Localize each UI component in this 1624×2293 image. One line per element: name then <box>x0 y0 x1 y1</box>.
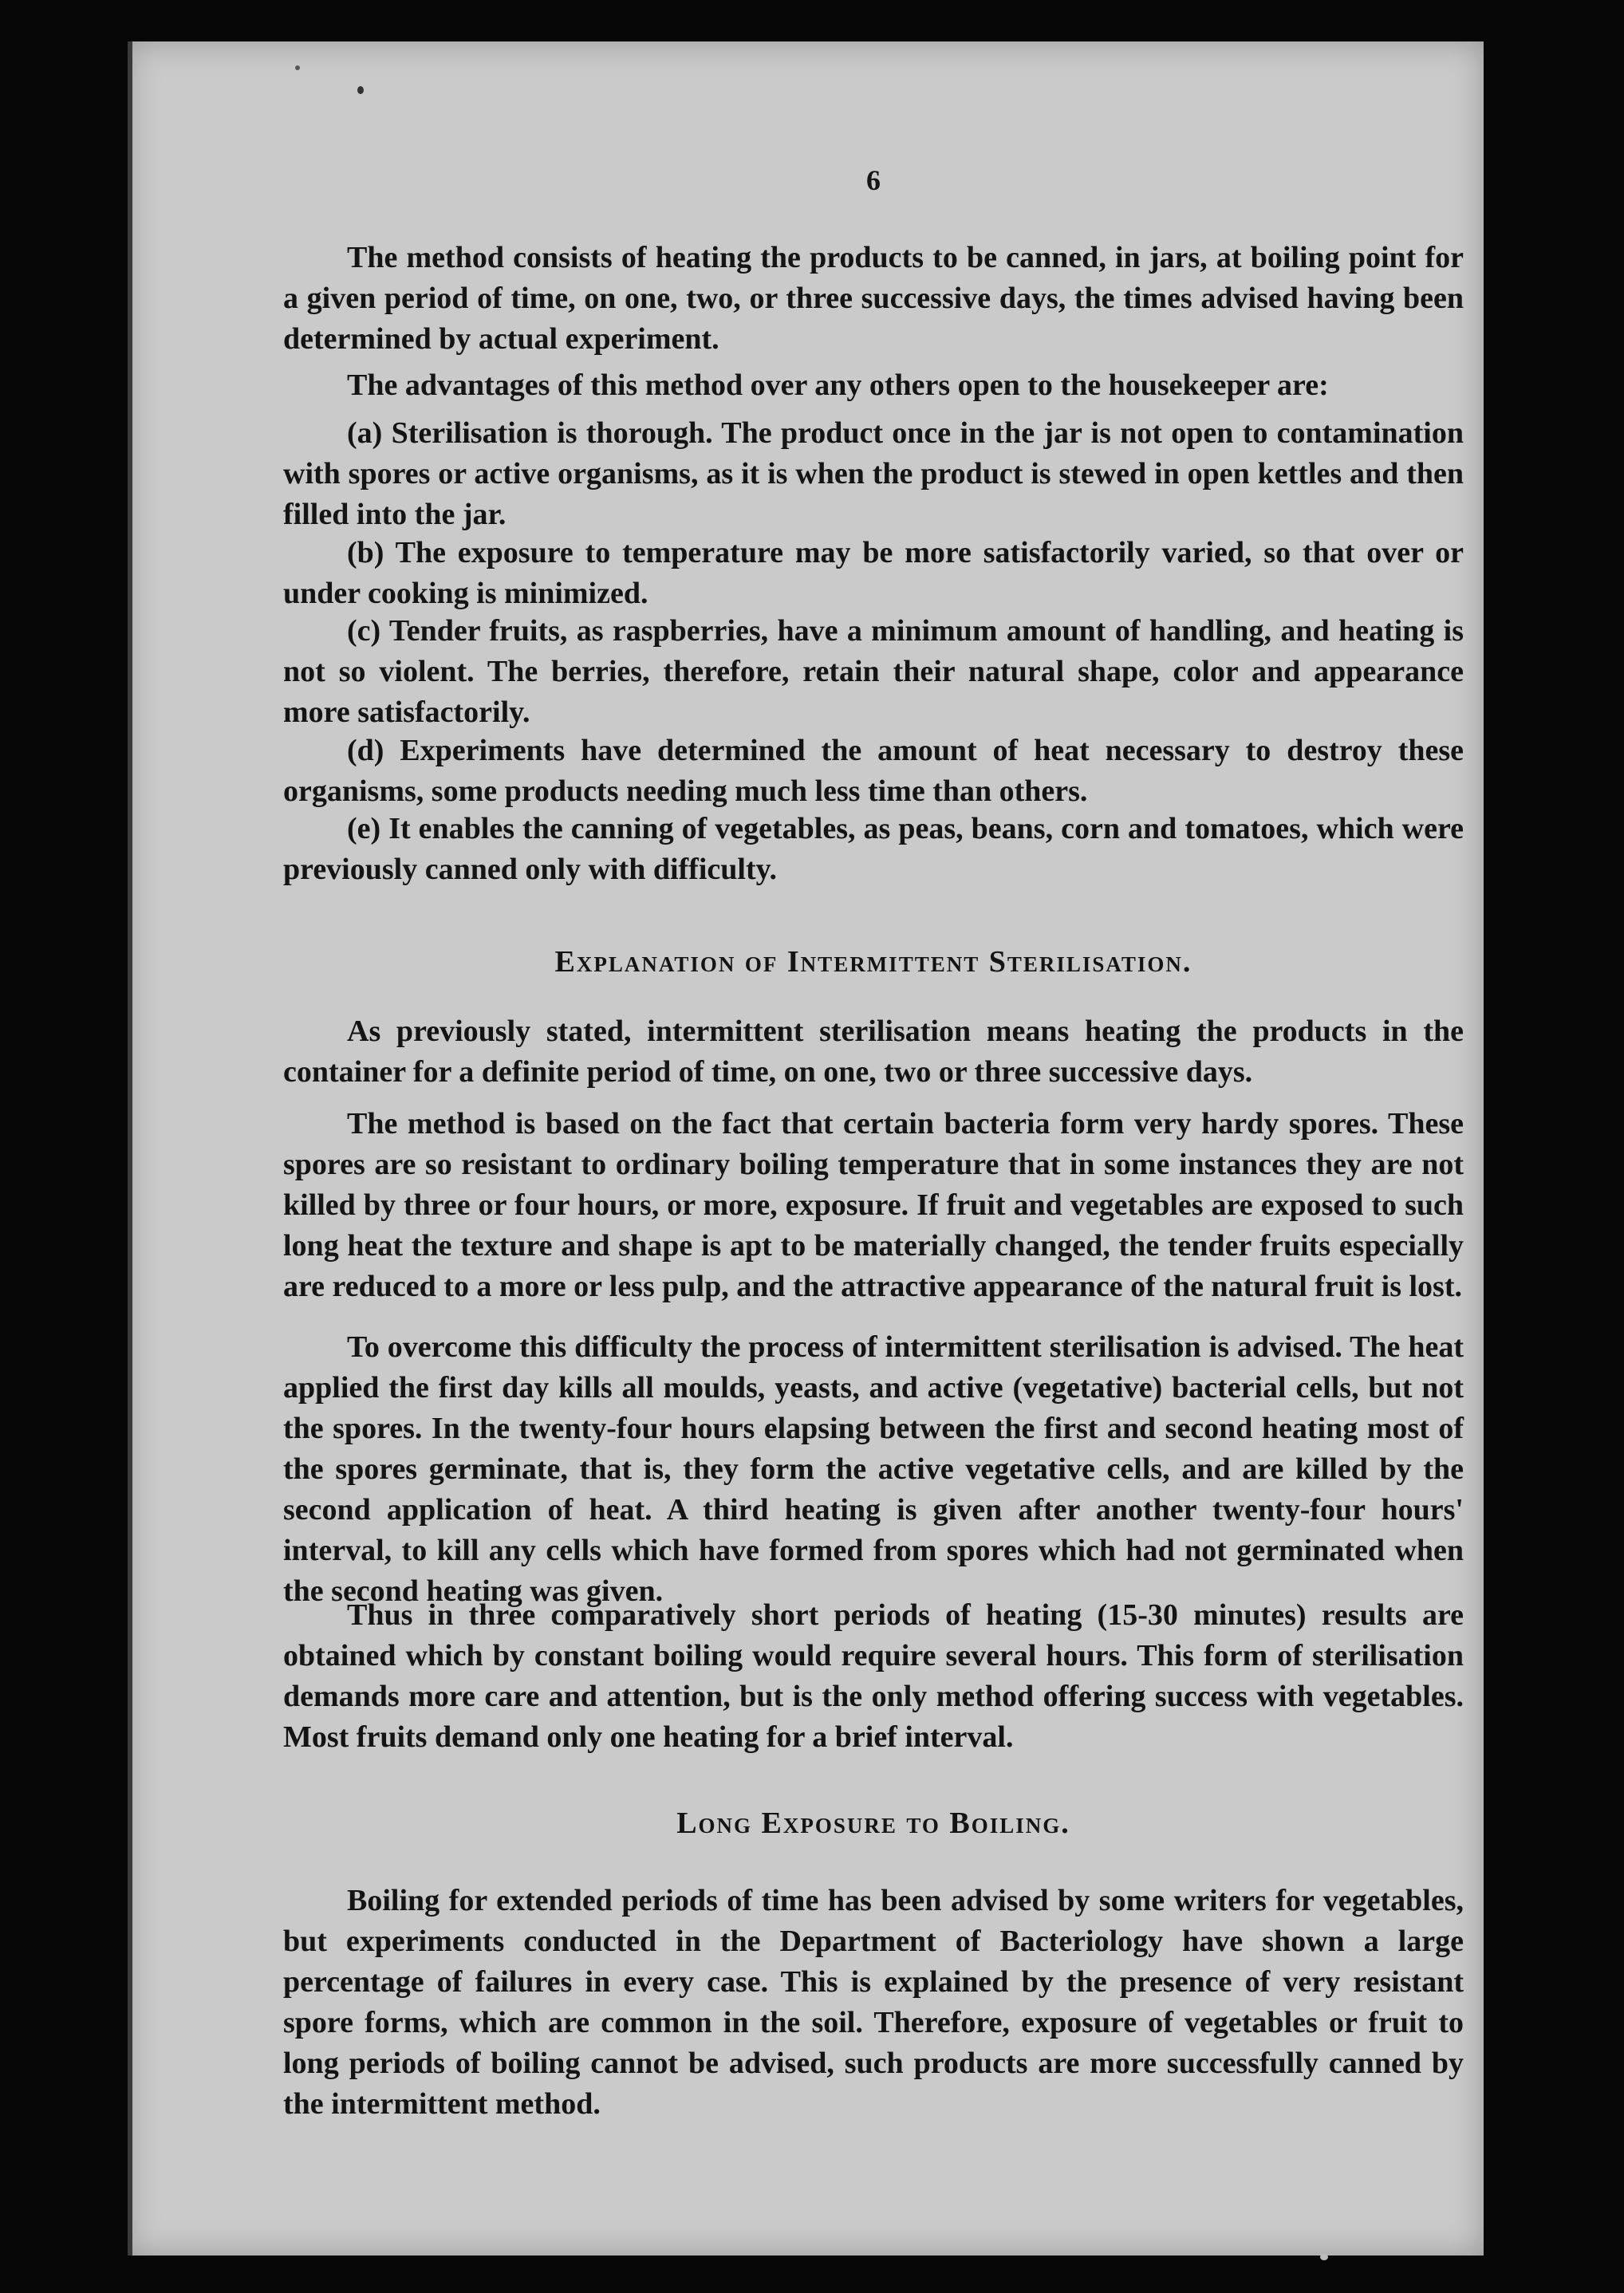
section-heading: Long Exposure to Boiling. <box>676 1806 1070 1840</box>
paragraph: Boiling for extended periods of time has been advised by some writers for vegetables, but experiments conducted in the Department of Bacteriology have shown a large percentage of failures in every case. This is explained by the presence of very resistant spore forms, which are common in the soil. Therefore, exposure of vegetables or fruit to long periods of boiling cannot be advised, such products are more successfully canned by the intermittent method. <box>283 1884 1464 2121</box>
paragraph: To overcome this difficulty the process of intermittent sterilisation is advised. The heat applied the first day kills all moulds, yeasts, and active (vegetative) bacterial cells, but not the spores. In the twenty-four hours elapsing between the first and second heating most of the spores germinate, that is, they form the active vegetative cells, and are killed by the second application of heat. A third heating is given after another twenty-four hours' interval, to kill any cells which have formed from spores which had not germinated when the second heating was given. <box>283 1330 1464 1608</box>
paragraph: The method is based on the fact that certain bacteria form very hardy spores. These spores are so resistant to ordinary boiling temperature that in some instances they are not killed by three or four hours, or more, exposure. If fruit and vegetables are exposed to such long heat the texture and shape is apt to be materially changed, the tender fruits especially are reduced to a more or less pulp, and the attractive appearance of the natural fruit is lost. <box>283 1107 1464 1303</box>
paragraph: (e) It enables the canning of vegetables, as peas, beans, corn and tomatoes, which were previously canned only with difficulty. <box>283 812 1464 886</box>
section-heading: Explanation of Intermittent Sterilisation. <box>554 945 1192 979</box>
paragraph: As previously stated, intermittent sterilisation means heating the products in the container for a definite period of time, on one, two or three successive days. <box>283 1015 1464 1089</box>
paragraph: Thus in three comparatively short periods of heating (15-30 minutes) results are obtained which by constant boiling would require several hours. This form of sterilisation demands more care and attention, but is the only method offering success with vegetables. Most fruits demand only one heating for a brief interval. <box>283 1598 1464 1754</box>
paragraph: The advantages of this method over any others open to the housekeeper are: <box>347 368 1329 402</box>
page-number: 6 <box>866 164 881 196</box>
paragraph: (d) Experiments have determined the amount of heat necessary to destroy these organisms, some products needing much less time than others. <box>283 734 1464 808</box>
paragraph: (b) The exposure to temperature may be more satisfactorily varied, so that over or under cooking is minimized. <box>283 536 1464 610</box>
paragraph: The method consists of heating the products to be canned, in jars, at boiling point for a given period of time, on one, two, or three successive days, the times advised having been determined by actual experiment. <box>283 241 1464 356</box>
dust-speck <box>357 86 364 94</box>
paragraph: (c) Tender fruits, as raspberries, have a minimum amount of handling, and heating is not so violent. The berries, therefore, retain their natural shape, color and appearance more satisfactorily. <box>283 614 1464 729</box>
dust-speck <box>1320 2254 1328 2260</box>
page-edge <box>128 41 132 2256</box>
paragraph: (a) Sterilisation is thorough. The product once in the jar is not open to contamination with spores or active organisms, as it is when the product is stewed in open kettles and then filled into the jar. <box>283 416 1464 531</box>
dust-speck <box>295 65 300 70</box>
